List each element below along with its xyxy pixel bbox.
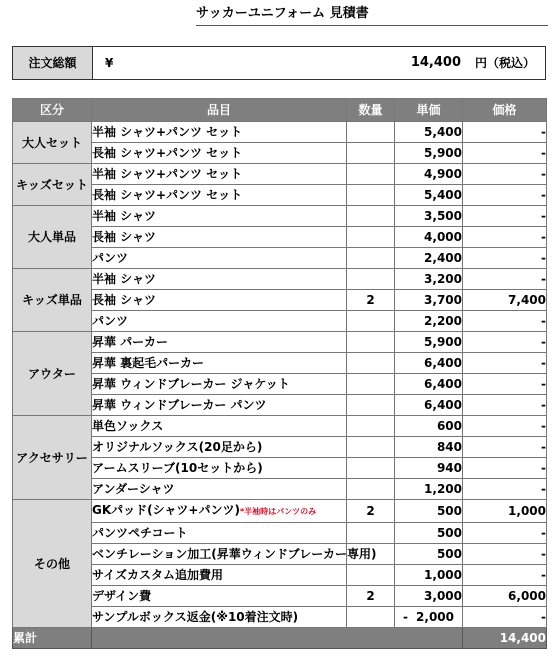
unit-price-cell: 500 xyxy=(395,523,463,544)
item-name: 半袖 シャツ+パンツ セット xyxy=(92,125,243,139)
order-total-amount: 14,400 xyxy=(410,55,461,70)
quantity-cell xyxy=(347,607,395,628)
header-category: 区分 xyxy=(13,99,92,122)
amount-cell: - xyxy=(463,311,547,332)
quantity-cell xyxy=(347,523,395,544)
item-name: 昇華 ウィンドブレーカー パンツ xyxy=(92,398,267,412)
table-row xyxy=(13,269,547,290)
table-row xyxy=(13,458,547,479)
quantity-cell xyxy=(347,185,395,206)
table-row xyxy=(13,122,547,143)
amount-cell: - xyxy=(463,565,547,586)
order-total-unit: 円（税込） xyxy=(474,56,535,70)
item-cell xyxy=(92,143,347,164)
item-name: 昇華 パーカー xyxy=(92,335,168,349)
item-cell xyxy=(92,565,347,586)
category-cell: アクセサリー xyxy=(13,416,92,500)
table-row xyxy=(13,395,547,416)
amount-cell: - xyxy=(463,164,547,185)
amount-cell: - xyxy=(463,206,547,227)
item-cell xyxy=(92,500,347,523)
amount-cell: 1,000 xyxy=(463,500,547,523)
unit-price-cell: 500 xyxy=(395,500,463,523)
item-cell xyxy=(92,185,347,206)
table-row xyxy=(13,586,547,607)
quantity-cell xyxy=(347,164,395,185)
item-name: 昇華 ウィンドブレーカー ジャケット xyxy=(92,377,290,391)
item-name: 半袖 シャツ+パンツ セット xyxy=(92,167,243,181)
table-row xyxy=(13,290,547,311)
amount-cell: - xyxy=(463,248,547,269)
table-row xyxy=(13,353,547,374)
amount-cell: - xyxy=(463,374,547,395)
item-name: パンツペチコート xyxy=(92,526,188,540)
table-row xyxy=(13,500,547,523)
category-cell: その他 xyxy=(13,500,92,628)
header-unit-price: 単価 xyxy=(395,99,463,122)
amount-cell: - xyxy=(463,395,547,416)
header-row xyxy=(13,99,547,122)
unit-price-cell: 5,400 xyxy=(395,122,463,143)
category-cell: キッズセット xyxy=(13,164,92,206)
item-name: アンダーシャツ xyxy=(92,482,175,496)
item-cell xyxy=(92,458,347,479)
item-cell xyxy=(92,395,347,416)
table-row xyxy=(13,437,547,458)
amount-cell: - xyxy=(463,416,547,437)
table-row xyxy=(13,206,547,227)
amount-cell: - xyxy=(463,607,547,628)
quantity-cell xyxy=(347,143,395,164)
item-name: パンツ xyxy=(92,314,129,328)
price-value: 2,000 xyxy=(416,610,454,624)
title-underline xyxy=(196,25,548,26)
category-cell: アウター xyxy=(13,332,92,416)
estimate-body xyxy=(13,122,547,649)
item-name: サンプルボックス返金(※10着注文時) xyxy=(92,610,299,624)
unit-price-cell: 5,900 xyxy=(395,332,463,353)
table-row xyxy=(13,143,547,164)
item-cell xyxy=(92,332,347,353)
quantity-cell xyxy=(347,311,395,332)
amount-cell: - xyxy=(463,479,547,500)
unit-price-cell: 600 xyxy=(395,416,463,437)
item-name: 半袖 シャツ xyxy=(92,209,156,223)
amount-cell: - xyxy=(463,143,547,164)
quantity-cell xyxy=(347,332,395,353)
amount-cell: - xyxy=(463,332,547,353)
unit-price-cell: 3,500 xyxy=(395,206,463,227)
unit-price-cell: 500 xyxy=(395,544,463,565)
item-name: GKパッド(シャツ+パンツ) xyxy=(92,503,240,517)
item-cell xyxy=(92,479,347,500)
unit-price-cell: 6,400 xyxy=(395,395,463,416)
item-name: デザイン費 xyxy=(92,589,152,603)
quantity-cell xyxy=(347,416,395,437)
amount-cell: - xyxy=(463,458,547,479)
amount-cell: 7,400 xyxy=(463,290,547,311)
table-row xyxy=(13,332,547,353)
category-cell: キッズ単品 xyxy=(13,269,92,332)
quantity-cell xyxy=(347,122,395,143)
unit-price-cell: 1,000 xyxy=(395,565,463,586)
item-name: 長袖 シャツ xyxy=(92,230,156,244)
unit-price-cell: 3,700 xyxy=(395,290,463,311)
amount-cell: - xyxy=(463,269,547,290)
header-quantity: 数量 xyxy=(347,99,395,122)
amount-cell: 6,000 xyxy=(463,586,547,607)
header-price: 価格 xyxy=(463,99,547,122)
quantity-cell xyxy=(347,458,395,479)
item-cell xyxy=(92,206,347,227)
unit-price-cell: 2,400 xyxy=(395,248,463,269)
quantity-cell: 2 xyxy=(347,500,395,523)
item-cell xyxy=(92,544,377,565)
item-name: サイズカスタム追加費用 xyxy=(92,568,224,582)
item-cell xyxy=(92,290,347,311)
amount-cell: - xyxy=(463,185,547,206)
quantity-cell xyxy=(347,565,395,586)
unit-price-cell: 5,400 xyxy=(395,185,463,206)
item-cell xyxy=(92,416,347,437)
unit-price-cell: 4,000 xyxy=(395,227,463,248)
item-cell xyxy=(92,311,347,332)
table-row xyxy=(13,374,547,395)
quantity-cell xyxy=(347,437,395,458)
table-row xyxy=(13,227,547,248)
item-name: 長袖 シャツ+パンツ セット xyxy=(92,146,243,160)
estimate-table xyxy=(12,98,547,649)
header-item: 品目 xyxy=(92,99,347,122)
table-row xyxy=(13,479,547,500)
quantity-cell: 2 xyxy=(347,290,395,311)
item-name: 長袖 シャツ+パンツ セット xyxy=(92,188,243,202)
item-cell xyxy=(92,586,347,607)
quantity-cell xyxy=(347,479,395,500)
quantity-cell xyxy=(347,206,395,227)
item-name: 昇華 裏起毛パーカー xyxy=(92,356,204,370)
item-name: 長袖 シャツ xyxy=(92,293,156,307)
unit-price-cell: 2,200 xyxy=(395,311,463,332)
item-name: アームスリーブ(10セットから) xyxy=(92,461,263,475)
quantity-cell xyxy=(347,353,395,374)
item-note: *半袖時はパンツのみ xyxy=(239,507,317,516)
table-row xyxy=(13,607,547,628)
price-sign: - xyxy=(403,610,408,624)
unit-price-cell: 1,200 xyxy=(395,479,463,500)
order-total-label: 注文総額 xyxy=(13,47,93,79)
item-cell xyxy=(92,227,347,248)
sum-spacer xyxy=(92,628,463,649)
table-row xyxy=(13,544,547,565)
amount-cell: - xyxy=(463,437,547,458)
amount-cell: - xyxy=(463,227,547,248)
item-name: ベンチレーション加工(昇華ウィンドブレーカー専用) xyxy=(92,547,377,561)
table-row xyxy=(13,416,547,437)
item-cell xyxy=(92,353,347,374)
quantity-cell xyxy=(347,374,395,395)
category-cell: 大人単品 xyxy=(13,206,92,269)
unit-price-cell: 3,200 xyxy=(395,269,463,290)
amount-cell: - xyxy=(463,353,547,374)
document-title: サッカーユニフォーム 見積書 xyxy=(196,6,369,21)
sum-amount: 14,400 xyxy=(463,628,547,649)
quantity-cell xyxy=(347,248,395,269)
quantity-cell: 2 xyxy=(347,586,395,607)
order-total-box xyxy=(12,46,546,80)
item-name: 半袖 シャツ xyxy=(92,272,156,286)
unit-price-cell: 5,900 xyxy=(395,143,463,164)
item-name: 単色ソックス xyxy=(92,419,164,433)
amount-cell: - xyxy=(463,544,547,565)
unit-price-cell: 6,400 xyxy=(395,374,463,395)
table-row xyxy=(13,565,547,586)
amount-cell: - xyxy=(463,122,547,143)
item-cell xyxy=(92,607,347,628)
table-row xyxy=(13,311,547,332)
unit-price-cell: 3,000 xyxy=(395,586,463,607)
quantity-cell xyxy=(347,395,395,416)
table-row xyxy=(13,164,547,185)
unit-price-cell: 6,400 xyxy=(395,353,463,374)
table-row xyxy=(13,185,547,206)
unit-price-cell: 4,900 xyxy=(395,164,463,185)
table-row xyxy=(13,523,547,544)
item-cell xyxy=(92,437,347,458)
item-name: オリジナルソックス(20足から) xyxy=(92,440,263,454)
unit-price-cell: 840 xyxy=(395,437,463,458)
unit-price-cell xyxy=(395,607,463,628)
amount-cell: - xyxy=(463,523,547,544)
sum-row xyxy=(13,628,547,649)
quantity-cell xyxy=(347,227,395,248)
quantity-cell xyxy=(347,269,395,290)
category-cell: 大人セット xyxy=(13,122,92,164)
item-cell xyxy=(92,122,347,143)
item-cell xyxy=(92,269,347,290)
item-cell xyxy=(92,248,347,269)
unit-price-cell: 940 xyxy=(395,458,463,479)
table-row xyxy=(13,248,547,269)
item-cell xyxy=(92,523,347,544)
yen-symbol: ¥ xyxy=(105,56,114,70)
item-cell xyxy=(92,374,347,395)
item-name: パンツ xyxy=(92,251,129,265)
item-cell xyxy=(92,164,347,185)
sum-label: 累計 xyxy=(13,628,92,649)
